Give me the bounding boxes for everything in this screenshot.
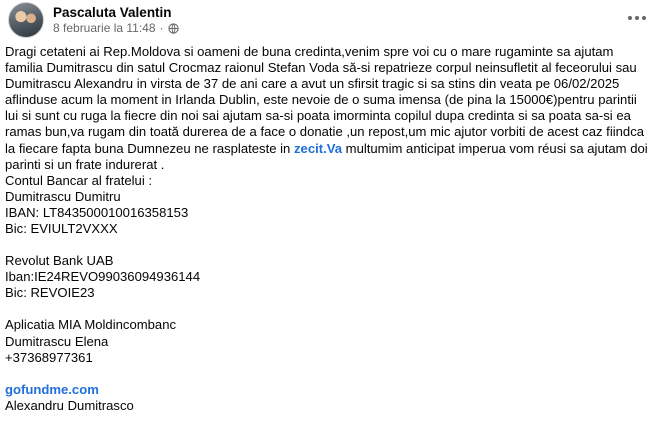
zecit-link[interactable]: zecit.Va bbox=[293, 140, 343, 156]
revolut-iban: Iban:IE24REVO99036094936144 bbox=[5, 269, 201, 285]
globe-icon[interactable] bbox=[168, 23, 179, 34]
main-text-end: multumim anticipat imperua vom réusi sa ajutam doi parinti si un frate indurerat . bbox=[5, 140, 648, 172]
post-body bbox=[5, 44, 653, 414]
gofundme-name: Alexandru Dumitrasco bbox=[5, 397, 134, 413]
post-subline bbox=[53, 21, 179, 36]
bank-account-name: Dumitrascu Dumitru bbox=[5, 188, 121, 204]
gofundme-link[interactable]: gofundme.com bbox=[5, 381, 99, 397]
post-meta bbox=[53, 4, 179, 36]
mia-name: Dumitrascu Elena bbox=[5, 333, 109, 349]
more-options-icon[interactable] bbox=[625, 8, 649, 28]
main-text-start: Dragi cetateni ai Rep.Moldova si oameni de buna credinta,venim spre voi cu o mare rugaminte sa ajutam familia Dumitrascu din satul Crocmaz raionul Stefan Voda să-si repatrieze corpul neinsufletit al feceorului sau Dumitrascu Alexandru in virsta de 37 de ani care a avut un sfirsit tragic si sa stins din veata pe 06/02/2025 aflinduse acum la moment in Irlanda Dublin, este nevoie de o suma imensa (de pina la 15000€)pentru parintii lui si sunt cu ruga la fiecre din noi sai ajutam sa-si poata imorminta copilul dupa credinta si sa poata sa-si ea ramas bun,va rugam din toată durerea de a face o donatie ,un repost,um mic ajutor vorbiti de acest caz fiindca la fiecare fapta buna Dumnezeu ne rasplateste in bbox=[5, 44, 645, 156]
mia-title: Aplicatia MIA Moldincombanc bbox=[5, 317, 177, 333]
author-name[interactable]: Pascaluta Valentin bbox=[53, 5, 172, 20]
post-header bbox=[8, 0, 179, 40]
author-avatar[interactable] bbox=[8, 2, 44, 38]
mia-phone: +37368977361 bbox=[5, 349, 93, 365]
post-date[interactable]: 8 februarie la 11:48 bbox=[53, 21, 156, 35]
bank-title: Contul Bancar al fratelui : bbox=[5, 172, 153, 188]
revolut-title: Revolut Bank UAB bbox=[5, 253, 114, 269]
separator-dot: · bbox=[159, 21, 164, 35]
post-main-text bbox=[5, 44, 653, 173]
bank-iban: IBAN: LT843500010016358153 bbox=[5, 204, 189, 220]
revolut-bic: Bic: REVOIE23 bbox=[5, 285, 95, 301]
bank-bic: Bic: EVIULT2VXXX bbox=[5, 221, 118, 237]
